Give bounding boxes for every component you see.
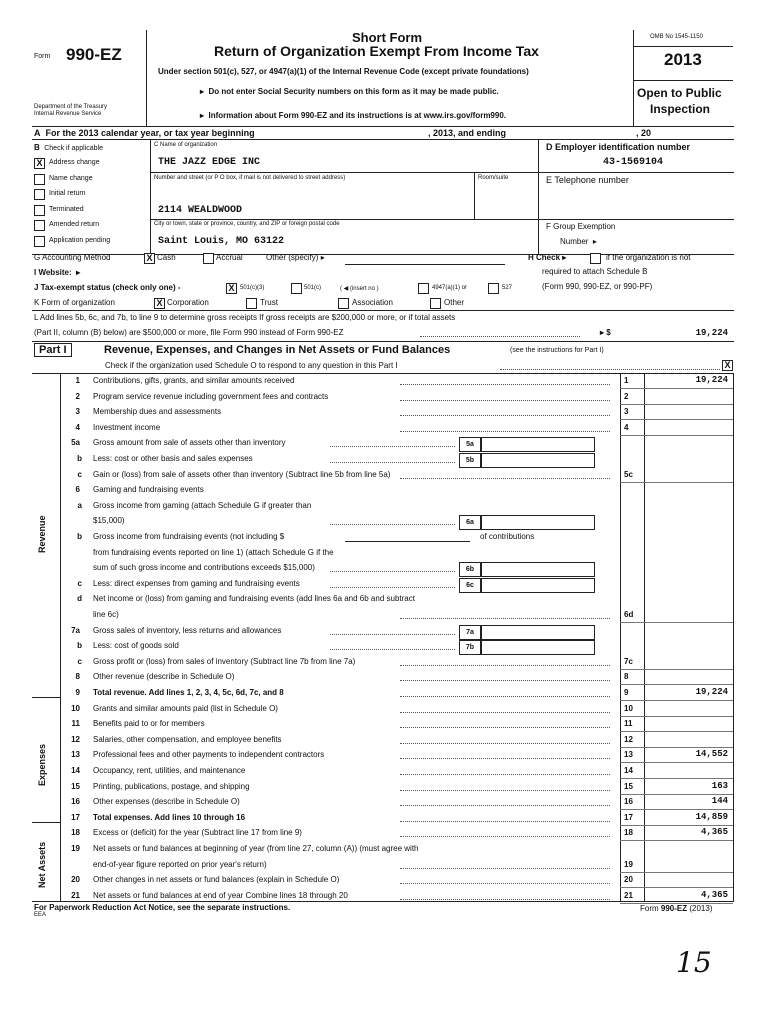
line-number: 12 [71,734,80,744]
4947-checkbox[interactable] [418,283,429,294]
line-description: Gross income from fundraising events (not including $ [93,532,285,541]
check-item-checkbox[interactable] [34,205,45,216]
dept-treasury: Department of the Treasury [34,104,108,110]
line-amount[interactable]: 4,365 [700,827,728,838]
line-column-number: 11 [624,719,633,729]
sub-line-label: 5b [459,453,481,468]
h-text-2: required to attach Schedule B [542,267,648,276]
line-number: 16 [71,797,80,807]
line-description: from fundraising events reported on line 1) (attach Schedule G if the [93,547,334,557]
line-amount[interactable]: 19,224 [695,375,728,385]
line-number: 5a [71,438,80,448]
accrual-label: Accrual [216,253,243,262]
fundraising-amount-field[interactable] [345,541,470,542]
line-amount[interactable]: 19,224 [695,687,728,697]
line-column-number: 13 [624,750,633,760]
line-description: Total expenses. Add lines 10 through 16 [93,812,246,822]
line-number: c [77,656,82,666]
eea-label: EEA [34,912,47,918]
accounting-method-label: G Accounting Method [34,253,111,262]
check-item-label: Amended return [49,221,100,228]
line-a: A For the 2013 calendar year, or tax year beginning [34,128,255,138]
accrual-checkbox[interactable] [203,253,214,264]
line-amount[interactable]: 144 [711,796,728,807]
line-number: b [77,532,82,541]
h-text-3: (Form 990, 990-EZ, or 990-PF) [542,282,653,291]
room-suite-label: Room/suite [478,175,509,181]
sub-line-label: 6c [459,578,481,593]
other-org-label: Other [444,298,465,307]
line-column-number: 2 [624,391,629,401]
line-column-number: 20 [624,875,633,885]
line-column-number: 4 [624,422,629,432]
line-description: Other changes in net assets or fund balances (explain in Schedule O) [93,875,340,885]
line-number: 18 [71,828,80,838]
line-number: d [77,594,82,604]
line-column-number: 15 [624,781,633,791]
check-item-checkbox[interactable] [34,174,45,185]
trust-checkbox[interactable] [246,298,257,309]
line-column-number: 3 [624,407,629,417]
line-amount[interactable]: 4,365 [700,889,728,900]
501c3-label: 501(c)(3) [240,285,265,291]
line-number: 7a [71,625,80,635]
line-column-number: 14 [624,766,633,775]
city-label: City or town, state or province, country, and ZIP or foreign postal code [154,221,340,227]
line-description: Gross profit or (loss) from sales of inventory (Subtract line 7b from line 7a) [93,656,356,666]
check-item-label: Terminated [49,205,84,213]
line-description: Less: cost of goods sold [93,641,179,651]
line-number: 10 [71,703,80,713]
corporation-checkbox[interactable]: X [154,298,165,309]
website-label: I Website: ▸ [34,268,81,277]
line-number: 11 [71,719,80,729]
line-description: Professional fees and other payments to independent contractors [93,750,325,760]
line-number: c [77,578,82,588]
cash-label: Cash [157,253,176,262]
sub-line-amount-field[interactable] [481,562,595,577]
line-number: 1 [75,376,80,385]
line-l-text-1: L Add lines 5b, 6c, and 7b, to line 9 to determine gross receipts If gross receipts are $200,000 or more, or if total assets [34,313,456,322]
info-notice: ▸ Information about Form 990-EZ and its instructions is at www.irs.gov/form990. [200,111,506,120]
expenses-side-label: Expenses [37,743,47,786]
form-footer-label: Form 990-EZ (2013) [640,904,713,913]
org-name-label: C Name of organization [154,142,218,148]
tax-exempt-status-label: J Tax-exempt status (check only one) - [34,283,181,292]
line-column-number: 8 [624,672,629,682]
line-description: Gross sales of inventory, less returns and allowances [93,625,282,635]
ein-value: 43-1569104 [603,157,664,168]
line-number: 6 [75,485,80,495]
gross-receipts-amount: 19,224 [695,328,728,338]
line-description: Other revenue (describe in Schedule O) [93,672,235,682]
sub-line-label: 6a [459,515,481,530]
line-description: Salaries, other compensation, and employee benefits [93,734,282,744]
line-number: 19 [71,844,80,853]
line-description: Total revenue. Add lines 1, 2, 3, 4, 5c, 6d, 7c, and 8 [93,688,284,697]
inspection-label: Inspection [650,102,711,116]
line-description: Grants and similar amounts paid (list in Schedule O) [93,703,278,713]
527-label: 527 [502,285,513,291]
sub-line-amount-field[interactable] [481,625,595,640]
org-name: THE JAZZ EDGE INC [158,157,261,168]
part-i-title: Revenue, Expenses, and Changes in Net Assets or Fund Balances [104,344,451,356]
line-tail-text: of contributions [480,532,535,541]
line-column-number: 17 [624,812,633,822]
sub-line-label: 7a [459,625,481,640]
sub-line-label: 7b [459,640,481,655]
handwritten-page-number: 15 [676,946,712,979]
check-item-label: Application pending [49,236,111,244]
insert-number-label: ( ◀ (insert no ) [340,286,379,292]
501c3-checkbox[interactable]: X [226,283,237,294]
line-column-number: 5c [624,469,633,479]
line-column-number: 9 [624,688,629,697]
check-item-checkbox[interactable]: X [34,158,45,169]
association-label: Association [352,298,393,307]
line-description: $15,000) [93,516,125,526]
line-amount[interactable]: 14,859 [695,811,728,822]
other-org-checkbox[interactable] [430,298,441,309]
check-if-applicable: B Check if applicable [34,143,103,152]
line-amount[interactable]: 14,552 [695,749,728,760]
line-number: 9 [75,688,80,697]
line-amount[interactable]: 163 [711,780,728,791]
form-label: Form [34,53,51,60]
line-description: Investment income [93,422,161,432]
check-item-checkbox[interactable] [34,236,45,247]
line-description: Less: cost or other basis and sales expenses [93,454,253,463]
sub-line-amount-field[interactable] [481,640,595,655]
form-of-org-label: K Form of organization [34,298,115,307]
line-description: Excess or (deficit) for the year (Subtract line 17 from line 9) [93,828,302,838]
line-number: 4 [75,422,80,432]
tax-year: 2013 [664,50,702,69]
sub-line-amount-field[interactable] [481,437,595,452]
check-item-checkbox[interactable] [34,220,45,231]
revenue-side-label: Revenue [37,515,47,553]
line-number: 21 [71,890,80,900]
line-description: Membership dues and assessments [93,407,222,417]
schedule-o-checkbox[interactable]: X [722,360,733,371]
sub-line-label: 6b [459,562,481,577]
paperwork-notice: For Paperwork Reduction Act Notice, see the separate instructions. [34,903,291,912]
line-description: Net assets or fund balances at end of year Combine lines 18 through 20 [93,890,348,900]
line-description: Gain or (loss) from sale of assets other than inventory (Subtract line 5b from line 5a) [93,469,391,479]
line-number: b [77,641,82,651]
line-column-number: 10 [624,703,633,713]
line-number: 17 [71,812,80,822]
line-column-number: 1 [624,376,629,385]
sub-line-amount-field[interactable] [481,515,595,530]
line-number: 13 [71,750,80,760]
form-number: 990-EZ [66,45,122,64]
short-form-label: Short Form [352,30,423,45]
line-number: 14 [71,766,80,775]
line-description: sum of such gross income and contributions exceeds $15,000) [93,563,315,573]
line-number: a [77,500,82,510]
line-column-number: 16 [624,797,633,807]
line-description: Occupancy, rent, utilities, and maintenance [93,766,246,775]
open-to-public: Open to Public [637,86,722,100]
street-label: Number and street (or P O box, if mail is not delivered to street address) [154,175,346,181]
line-number: 20 [71,875,80,885]
line-description: Less: direct expenses from gaming and fundraising events [93,578,300,588]
line-number: 8 [75,672,80,682]
corporation-label: Corporation [167,298,209,307]
schedule-o-check-text: Check if the organization used Schedule O to respond to any question in this Part I [105,361,398,370]
line-description: Gross income from gaming (attach Schedule G if greater than [93,500,312,510]
line-description: end-of-year figure reported on prior year's return) [93,859,267,869]
line-description: Printing, publications, postage, and shipping [93,781,250,791]
501c-checkbox[interactable] [291,283,302,294]
line-description: Net assets or fund balances at beginning of year (from line 27, column (A)) (must agree with [93,844,419,853]
line-column-number: 7c [624,656,633,666]
line-column-number: 19 [624,859,633,869]
line-description: Contributions, gifts, grants, and similar amounts received [93,376,295,385]
group-exemption-number: Number ▸ [560,237,597,246]
cash-checkbox[interactable]: X [144,253,155,264]
line-description: Gaming and fundraising events [93,485,204,495]
ein-label: D Employer identification number [546,142,691,152]
line-description: Gross amount from sale of assets other than inventory [93,438,286,448]
line-l-text-2: (Part II, column (B) below) are $500,000 or more, file Form 990 instead of Form 990-EZ [34,328,344,337]
net-assets-side-label: Net Assets [37,841,47,888]
part-i-see-instructions: (see the instructions for Part I) [510,347,604,354]
501c-label: 501(c) [304,285,322,291]
line-number: 15 [71,781,80,791]
line-description: line 6c) [93,610,119,619]
line-description: Other expenses (describe in Schedule O) [93,797,240,807]
other-specify-label: Other (specify) ▸ [266,253,325,262]
check-item-label: Address change [49,159,100,166]
under-section: Under section 501(c), 527, or 4947(a)(1) of the Internal Revenue Code (except private foundations) [158,67,529,76]
sub-line-label: 5a [459,437,481,452]
and-ending: , 2013, and ending [428,128,507,138]
association-checkbox[interactable] [338,298,349,309]
form-title: Return of Organization Exempt From Income Tax [214,43,539,59]
omb-number: OMB No 1545-1150 [650,34,703,40]
h-check-label: H Check ▸ [528,253,567,262]
4947-label: 4947(a)(1) or [432,285,468,291]
check-item-label: Initial return [49,190,86,197]
line-number: b [77,454,82,463]
trust-label: Trust [260,298,278,307]
line-description: Program service revenue including government fees and contracts [93,391,329,401]
line-column-number: 18 [624,828,633,838]
line-l-dollar: ▸ $ [600,328,611,337]
schedule-b-checkbox[interactable] [590,253,601,264]
line-column-number: 21 [624,890,633,900]
irs-label: Internal Revenue Service [34,111,102,117]
line-column-number: 6d [624,610,634,619]
line-description: Benefits paid to or for members [93,719,205,729]
sub-line-amount-field[interactable] [481,453,595,468]
h-text-1: if the organization is not [606,253,691,262]
sub-line-amount-field[interactable] [481,578,595,593]
telephone-label: E Telephone number [546,175,629,185]
ssn-notice: ▸ Do not enter Social Security numbers on this form as it may be made public. [200,87,499,96]
line-number: c [77,469,82,479]
part-i-label: Part I [34,343,72,357]
527-checkbox[interactable] [488,283,499,294]
year-20: , 20 [636,128,652,138]
city-state-zip: Saint Louis, MO 63122 [158,236,285,247]
street-address: 2114 WEALDWOOD [158,205,243,216]
check-item-label: Name change [49,174,93,182]
line-column-number: 12 [624,734,633,744]
line-description: Net income or (loss) from gaming and fundraising events (add lines 6a and 6b and subtract [93,594,415,604]
line-number: 3 [75,407,80,417]
check-item-checkbox[interactable] [34,189,45,200]
line-number: 2 [75,391,80,401]
group-exemption-label: F Group Exemption [546,222,616,231]
